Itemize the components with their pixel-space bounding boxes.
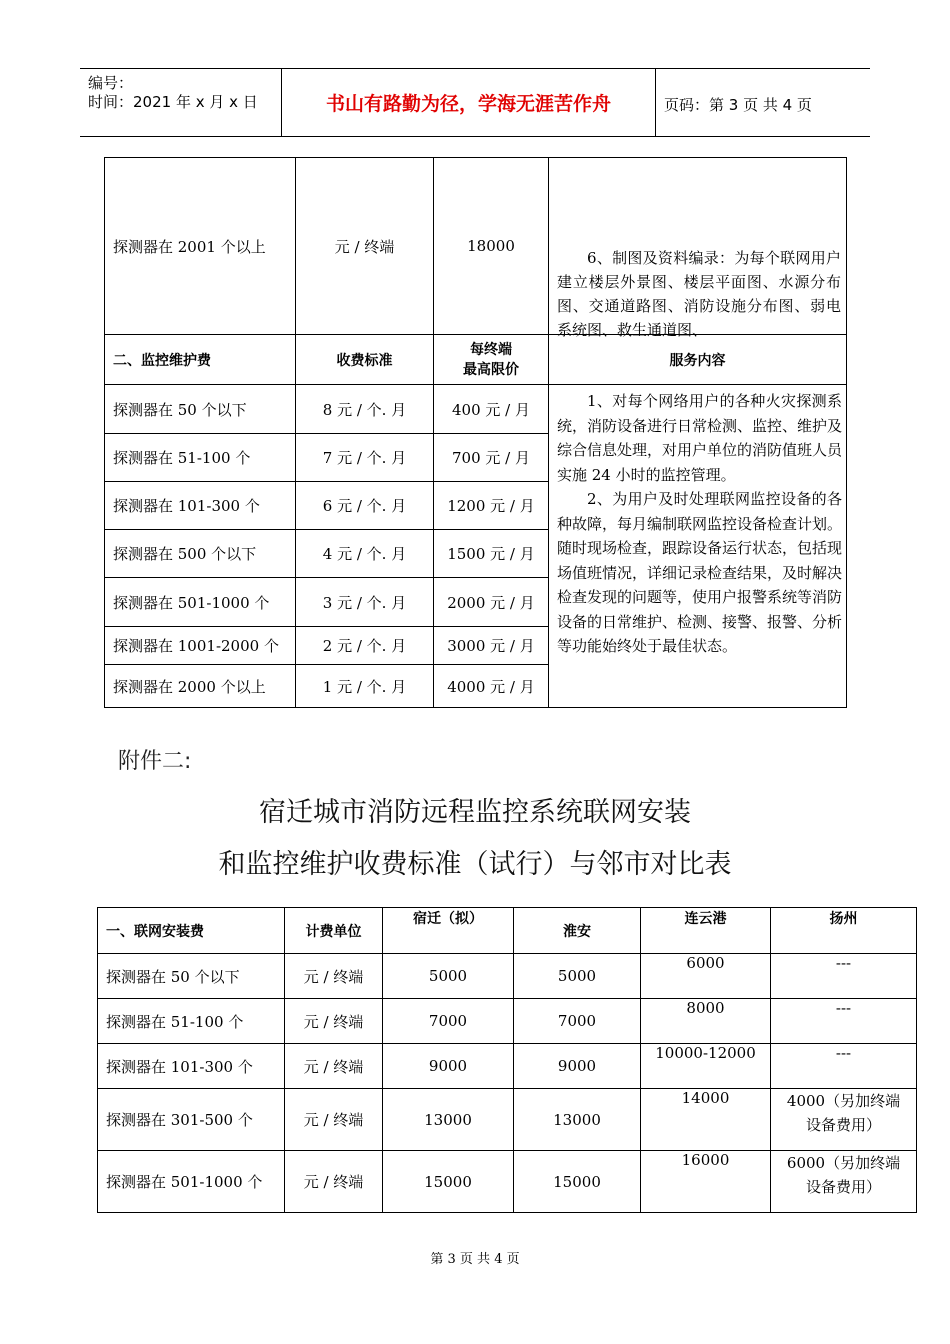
header-motto: 书山有路勤为径，学海无涯苦作舟 xyxy=(325,92,611,115)
huaian-cell: 13000 xyxy=(514,1089,641,1151)
page-title-line2: 和监控维护收费标准（试行）与邻市对比表 xyxy=(218,849,732,880)
yangzhou-line2: 设备费用） xyxy=(805,1116,881,1134)
unit-cell: 元 / 终端 xyxy=(285,954,383,999)
standard-cell: 8 元 / 个. 月 xyxy=(296,385,434,434)
lianyungang-cell: 8000 xyxy=(641,999,771,1044)
service-paragraph-1: 1、对每个网络用户的各种火灾探测系统，消防设备进行日常检测、监控、维护及综合信息处理，对用户单位的消防值班人员实施 24 小时的监控管理。 xyxy=(557,392,843,484)
limit-cell: 2000 元 / 月 xyxy=(434,578,549,627)
table-row xyxy=(98,999,917,1044)
service-paragraph-2: 2、为用户及时处理联网监控设备的各种故障，每月编制联网监控设备检查计划。随时现场检查，跟踪设备运行状态，包括现场值班情况，详细记录检查结果，及时解决检查发现的问题等，使用户报警系统等消防设备的日常维护、检测、接警、报警、分析等功能始终处于最佳状态。 xyxy=(557,490,843,655)
maintenance-fee-table xyxy=(104,157,847,708)
standard-cell: 7 元 / 个. 月 xyxy=(296,434,434,482)
yangzhou-cell xyxy=(771,1089,917,1151)
item-cell: 探测器在 50 个以下 xyxy=(105,385,296,434)
limit-cell: 4000 元 / 月 xyxy=(434,665,549,708)
limit-cell: 1200 元 / 月 xyxy=(434,482,549,530)
column-header-lianyungang: 连云港 xyxy=(641,908,771,954)
table-row xyxy=(98,1089,917,1151)
service-content xyxy=(557,389,842,659)
item-cell: 探测器在 301-500 个 xyxy=(98,1089,285,1151)
unit-cell: 元 / 终端 xyxy=(285,999,383,1044)
huaian-cell: 15000 xyxy=(514,1151,641,1213)
item-cell: 探测器在 51-100 个 xyxy=(98,999,285,1044)
standard-cell: 6 元 / 个. 月 xyxy=(296,482,434,530)
item-cell: 探测器在 101-300 个 xyxy=(105,482,296,530)
doc-time-label: 时间：2021 年 x 月 x 日 xyxy=(88,93,258,111)
header-divider xyxy=(655,68,656,136)
table-header-row xyxy=(105,335,847,385)
column-header-service: 服务内容 xyxy=(549,335,847,385)
page-indicator: 页码：第 3 页 共 4 页 xyxy=(664,96,812,114)
limit-line2: 最高限价 xyxy=(463,361,519,378)
page-footer: 第 3 页 共 4 页 xyxy=(430,1252,520,1267)
doc-number-label: 编号： xyxy=(88,74,134,92)
standard-cell: 1 元 / 个. 月 xyxy=(296,665,434,708)
yangzhou-line1: 6000（另加终端 xyxy=(786,1154,901,1172)
item-cell: 探测器在 1001-2000 个 xyxy=(105,627,296,665)
service-item-6: 6、制图及资料编录：为每个联网用户建立楼层外景图、楼层平面图、水源分布图、交通道路图、消防设施分布图、弱电系统图、救生通道图、 xyxy=(557,249,841,339)
lianyungang-cell: 10000-12000 xyxy=(641,1044,771,1089)
suqian-cell: 13000 xyxy=(383,1089,514,1151)
table-header-row xyxy=(98,908,917,954)
lianyungang-cell: 6000 xyxy=(641,954,771,999)
lianyungang-cell: 16000 xyxy=(641,1151,771,1213)
lianyungang-cell: 14000 xyxy=(641,1089,771,1151)
standard-cell: 3 元 / 个. 月 xyxy=(296,578,434,627)
standard-cell: 2 元 / 个. 月 xyxy=(296,627,434,665)
huaian-cell: 9000 xyxy=(514,1044,641,1089)
yangzhou-line2: 设备费用） xyxy=(805,1178,881,1196)
item-cell: 探测器在 501-1000 个 xyxy=(98,1151,285,1213)
suqian-cell: 5000 xyxy=(383,954,514,999)
limit-cell: 3000 元 / 月 xyxy=(434,627,549,665)
yangzhou-cell: --- xyxy=(771,999,917,1044)
table-row xyxy=(98,1151,917,1213)
header-bottom-rule xyxy=(80,136,870,137)
huaian-cell: 5000 xyxy=(514,954,641,999)
table-row xyxy=(98,1044,917,1089)
yangzhou-cell: --- xyxy=(771,1044,917,1089)
standard-cell: 4 元 / 个. 月 xyxy=(296,530,434,578)
item-cell: 探测器在 51-100 个 xyxy=(105,434,296,482)
item-cell: 探测器在 500 个以下 xyxy=(105,530,296,578)
suqian-cell: 9000 xyxy=(383,1044,514,1089)
yangzhou-cell: --- xyxy=(771,954,917,999)
item-cell: 探测器在 501-1000 个 xyxy=(105,578,296,627)
comparison-table xyxy=(97,907,917,1213)
item-cell: 探测器在 2000 个以上 xyxy=(105,665,296,708)
item-cell: 探测器在 101-300 个 xyxy=(98,1044,285,1089)
table-row xyxy=(105,385,847,434)
table-row xyxy=(98,954,917,999)
service-content-cell xyxy=(549,385,847,708)
column-header-yangzhou: 扬州 xyxy=(771,908,917,954)
limit-line1: 每终端 xyxy=(470,341,512,358)
item-cell: 探测器在 2001 个以上 xyxy=(105,158,296,335)
huaian-cell: 7000 xyxy=(514,999,641,1044)
limit-cell: 400 元 / 月 xyxy=(434,385,549,434)
yangzhou-cell xyxy=(771,1151,917,1213)
page-title-line1: 宿迁城市消防远程监控系统联网安装 xyxy=(259,797,691,828)
price-cell: 18000 xyxy=(434,158,549,335)
unit-cell: 元 / 终端 xyxy=(285,1151,383,1213)
column-header-limit xyxy=(434,335,549,385)
yangzhou-line1: 4000（另加终端 xyxy=(786,1092,901,1110)
limit-cell: 1500 元 / 月 xyxy=(434,530,549,578)
suqian-cell: 15000 xyxy=(383,1151,514,1213)
attachment-label: 附件二: xyxy=(118,749,192,774)
column-header-huaian: 淮安 xyxy=(514,908,641,954)
unit-cell: 元 / 终端 xyxy=(285,1044,383,1089)
unit-cell: 元 / 终端 xyxy=(296,158,434,335)
item-cell: 探测器在 50 个以下 xyxy=(98,954,285,999)
column-header-standard: 收费标准 xyxy=(296,335,434,385)
section-header: 一、联网安装费 xyxy=(98,908,285,954)
unit-cell: 元 / 终端 xyxy=(285,1089,383,1151)
limit-cell: 700 元 / 月 xyxy=(434,434,549,482)
column-header-unit: 计费单位 xyxy=(285,908,383,954)
suqian-cell: 7000 xyxy=(383,999,514,1044)
column-header-suqian: 宿迁（拟） xyxy=(383,908,514,954)
section-header: 二、监控维护费 xyxy=(105,335,296,385)
